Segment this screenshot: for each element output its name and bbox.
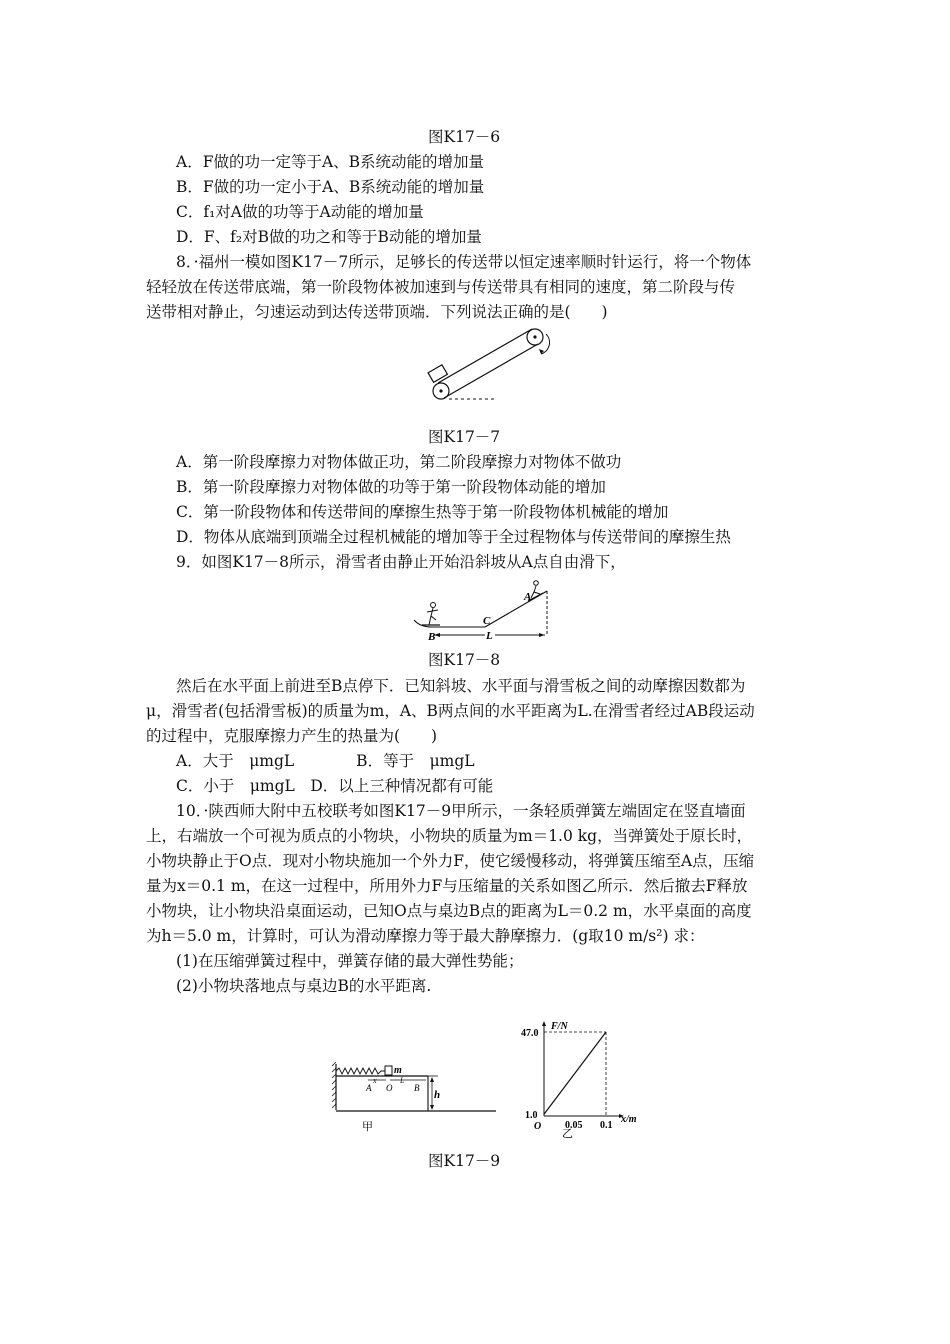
q9-stem-line-4: 的过程中，克服摩擦力产生的热量为( ): [146, 727, 438, 745]
y-axis-label: F/N: [551, 1021, 568, 1032]
distance-l-label-jia: L: [400, 1076, 405, 1085]
y-tick-start: 1.0: [525, 1110, 538, 1122]
conveyor-belt-figure: [420, 318, 580, 410]
distance-l-label: L: [486, 630, 493, 642]
q8-stem-line-2: 轻轻放在传送带底端，第一阶段物体被加速到与传送带具有相同的速度，第二阶段与传: [146, 278, 736, 296]
q10-stem-line-1: 10．·陕西师大附中五校联考如图K17－9甲所示，一条轻质弹簧左端固定在竖直墙面: [176, 802, 746, 820]
x-tick-mid: 0.05: [565, 1120, 583, 1131]
ski-slope-figure: [410, 576, 560, 644]
q7-option-d: D．F、f₂对B做的功之和等于B动能的增加量: [176, 228, 482, 246]
x-axis-label: x/m: [621, 1114, 637, 1125]
q10-stem-line-2: 上，右端放一个可视为质点的小物块，小物块的质量为m＝1.0 kg，当弹簧处于原长时，: [146, 827, 753, 845]
mass-m-label: m: [394, 1065, 402, 1076]
point-a-label-jia: A: [366, 1083, 372, 1093]
point-c-label: C: [483, 615, 491, 627]
q9-stem-line-3: μ，滑雪者(包括滑雪板)的质量为m，A、B两点间的水平距离为L.在滑雪者经过AB段运动: [146, 702, 755, 720]
figure-jia-label: 甲: [362, 1121, 373, 1133]
force-compression-chart: [520, 1016, 680, 1140]
point-a-label: A: [524, 591, 532, 603]
compression-x-label: x: [373, 1076, 377, 1085]
point-b-label-jia: B: [414, 1083, 420, 1093]
figure-caption-k17-9: 图K17－9: [428, 1152, 501, 1170]
q10-stem-line-5: 小物块，让小物块沿桌面运动，已知O点与桌边B点的距离为L＝0.2 m，水平桌面的高度: [146, 902, 752, 920]
point-b-label: B: [428, 631, 436, 643]
force-line-series: [544, 1032, 606, 1114]
x-tick-end: 0.1: [600, 1120, 613, 1131]
figure-caption-k17-8: 图K17－8: [428, 651, 501, 669]
q9-stem-line-1: 9．如图K17－8所示，滑雪者由静止开始沿斜坡从A点自由滑下，: [176, 553, 626, 571]
q8-option-b: B．第一阶段摩擦力对物体做的功等于第一阶段物体动能的增加: [176, 478, 606, 496]
q8-option-d: D．物体从底端到顶端全过程机械能的增加等于全过程物体与传送带间的摩擦生热: [176, 528, 731, 546]
figure-caption-k17-6: 图K17－6: [428, 128, 501, 146]
q10-stem-line-4: 量为x＝0.1 m，在这一过程中，所用外力F与压缩量的关系如图乙所示．然后撤去F释放: [146, 877, 748, 895]
q9-stem-line-2: 然后在水平面上前进至B点停下．已知斜坡、水平面与滑雪板之间的动摩擦因数都为: [176, 677, 746, 695]
point-o-label-jia: O: [386, 1083, 393, 1093]
q10-stem-line-3: 小物块静止于O点．现对小物块施加一个外力F，使它缓慢移动，将弹簧压缩至A点，压缩: [146, 852, 755, 870]
height-h-label: h: [434, 1089, 441, 1101]
q10-subquestion-2: (2)小物块落地点与桌边B的水平距离.: [176, 977, 432, 995]
q8-option-c: C．第一阶段物体和传送带间的摩擦生热等于第一阶段物体机械能的增加: [176, 503, 669, 521]
q8-option-a: A．第一阶段摩擦力对物体做正功，第二阶段摩擦力对物体不做功: [176, 453, 622, 471]
q8-stem-line-1: 8．·福州一模如图K17－7所示，足够长的传送带以恒定速率顺时针运行，将一个物体: [176, 253, 752, 271]
q8-stem-line-3: 送带相对静止，匀速运动到达传送带顶端．下列说法正确的是( ): [146, 303, 608, 321]
origin-label: O: [534, 1121, 542, 1132]
spring-table-figure: [330, 1058, 500, 1140]
q7-option-b: B．F做的功一定小于A、B系统动能的增加量: [176, 178, 485, 196]
q7-option-a: A．F做的功一定等于A、B系统动能的增加量: [176, 153, 485, 171]
q10-stem-line-6: 为h＝5.0 m，计算时，可认为滑动摩擦力等于最大静摩擦力．(g取10 m/s²) 求：: [146, 927, 705, 945]
y-tick-top: 47.0: [521, 1028, 539, 1039]
q9-options-ab: A．大于 μmgL B．等于 μmgL: [176, 752, 475, 770]
q9-options-cd: C．小于 μmgL D．以上三种情况都有可能: [176, 777, 494, 795]
figure-yi-label: 乙: [562, 1128, 573, 1140]
figure-caption-k17-7: 图K17－7: [428, 428, 501, 446]
q10-subquestion-1: (1)在压缩弹簧过程中，弹簧存储的最大弹性势能；: [176, 952, 524, 970]
q7-option-c: C．f₁对A做的功等于A动能的增加量: [176, 203, 424, 221]
